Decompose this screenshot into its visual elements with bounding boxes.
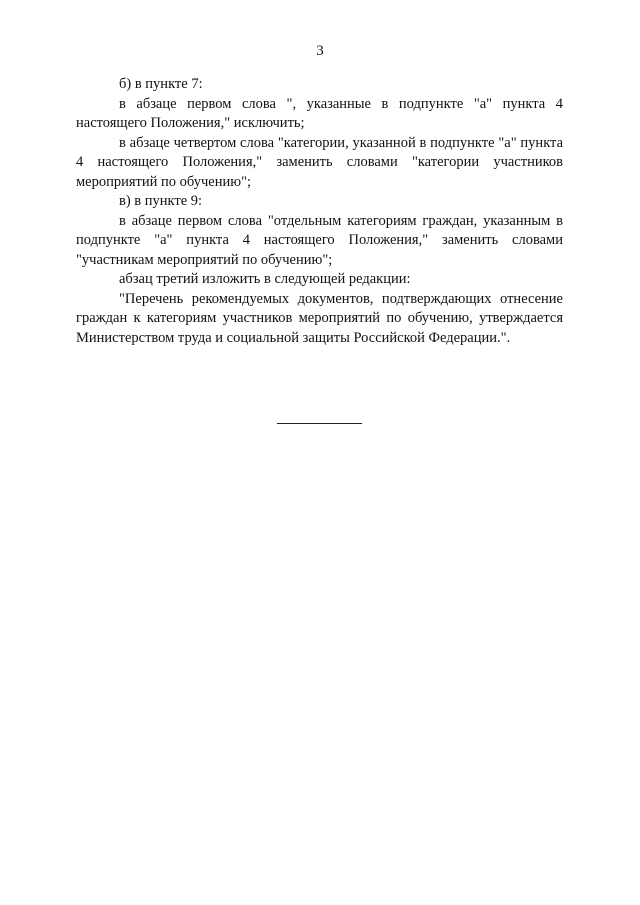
paragraph-third-abzac-intro: абзац третий изложить в следующей редакции:: [119, 271, 411, 287]
page-number: 3: [316, 43, 324, 59]
paragraph-item-b-point-7: б) в пункте 7:: [119, 76, 203, 92]
paragraph-first-abzac-exclude: в абзаце первом слова ", указанные в подпункте "а" пункта 4 настоящего Положения," исключить;: [76, 95, 563, 131]
paragraph-item-v-point-9: в) в пункте 9:: [119, 193, 203, 209]
document-body: [76, 75, 563, 348]
end-separator-line: [277, 423, 362, 424]
paragraph-fourth-abzac-replace: в абзаце четвертом слова "категории, указанной в подпункте "а" пункта 4 настоящего Положения," заменить словами "категории участников мероприятий по обучению";: [76, 134, 563, 190]
paragraph-first-abzac-replace: в абзаце первом слова "отдельным категориям граждан, указанным в подпункте "а" пункта 4 настоящего Положения," заменить словами "участникам мероприятий по обучению";: [76, 212, 563, 268]
paragraph-new-wording: "Перечень рекомендуемых документов, подтверждающих отнесение граждан к категориям участников мероприятий по обучению, утверждается Министерством труда и социальной защиты Российской Федерации.".: [76, 290, 563, 346]
